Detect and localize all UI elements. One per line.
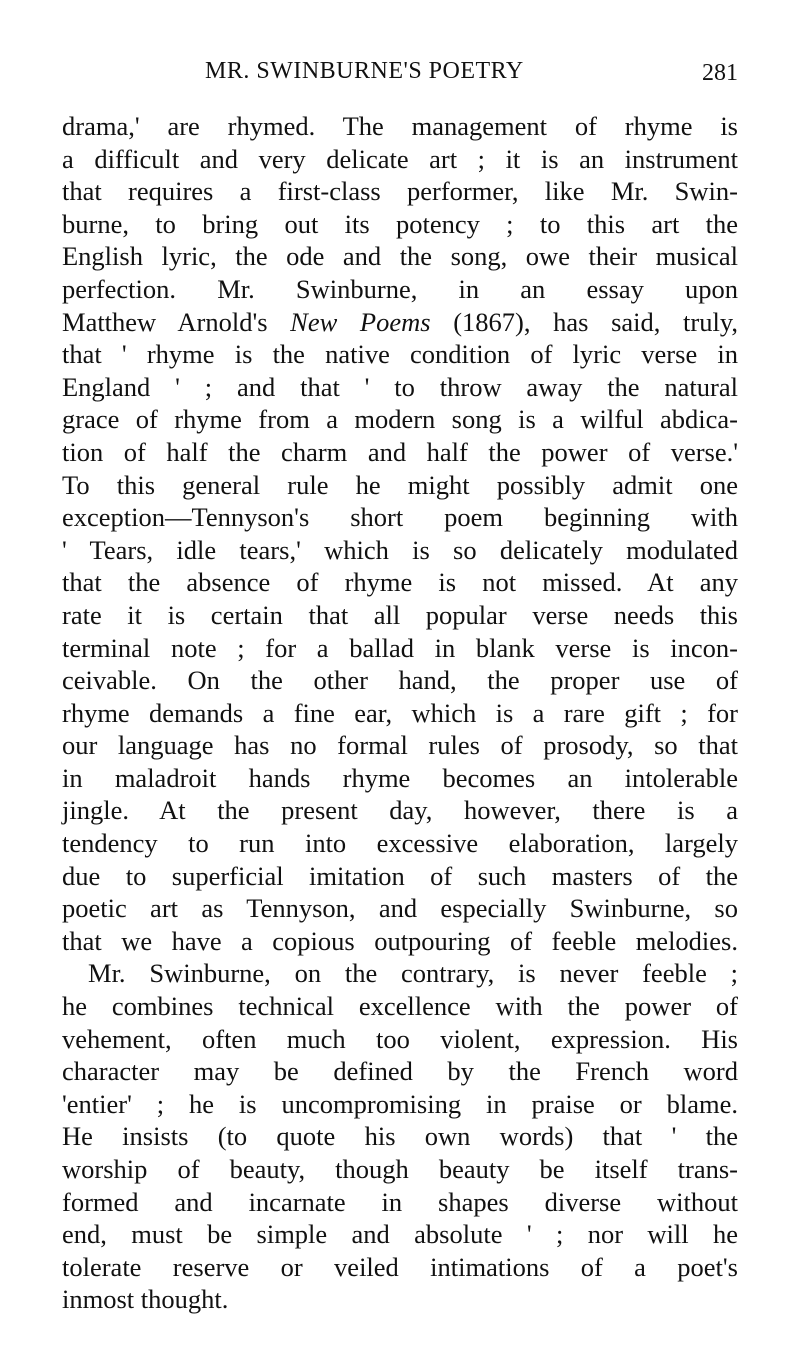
paragraph — [62, 957, 738, 1316]
text-line: To this general rule he might possibly admit one — [62, 469, 738, 500]
text-line: end, must be simple and absolute ' ; nor will he — [62, 1219, 738, 1250]
text-line: rhyme demands a fine ear, which is a rare gift ; for — [62, 697, 738, 728]
text-line: that requires a first-class performer, like Mr. Swin- — [62, 176, 738, 207]
text-line: England ' ; and that ' to throw away the natural — [62, 371, 738, 402]
text-line: perfection. Mr. Swinburne, in an essay upon — [62, 273, 738, 304]
text-line — [62, 306, 738, 339]
page-number: 281 — [702, 60, 738, 86]
text-line: he combines technical excellence with the power of — [62, 991, 738, 1022]
page-header — [62, 58, 738, 92]
text-line: that the absence of rhyme is not missed. At any — [62, 567, 738, 598]
text-line: ceivable. On the other hand, the proper use of — [62, 665, 738, 696]
text-line: rate it is certain that all popular verse needs this — [62, 599, 738, 630]
text-line: poetic art as Tennyson, and especially Swinburne, so — [62, 893, 738, 924]
text-segment: (1867), has said, truly, — [430, 306, 738, 337]
paragraph — [62, 110, 738, 957]
text-line: 'entier' ; he is uncompromising in praise or blame. — [62, 1088, 738, 1119]
text-line: our language has no formal rules of prosody, so that — [62, 730, 738, 761]
text-line: ' Tears, idle tears,' which is so delicately modulated — [62, 534, 738, 565]
text-line: a difficult and very delicate art ; it is an instrument — [62, 143, 738, 174]
text-line: jingle. At the present day, however, there is a — [62, 795, 738, 826]
running-title: MR. SWINBURNE'S POETRY — [205, 58, 524, 84]
text-line: worship of beauty, though beauty be itself trans- — [62, 1154, 738, 1184]
page-body — [62, 110, 738, 1316]
text-line: Mr. Swinburne, on the contrary, is never feeble ; — [88, 958, 738, 989]
text-line: that ' rhyme is the native condition of lyric verse in — [62, 339, 738, 370]
text-line: due to superficial imitation of such masters of the — [62, 860, 738, 891]
text-line: in maladroit hands rhyme becomes an intolerable — [62, 762, 738, 793]
text-line: formed and incarnate in shapes diverse without — [62, 1186, 738, 1217]
text-line: vehement, often much too violent, expression. His — [62, 1023, 738, 1054]
text-line: drama,' are rhymed. The management of rhyme is — [62, 111, 738, 141]
text-line: burne, to bring out its potency ; to this art the — [62, 208, 738, 239]
text-line: tion of half the charm and half the power of verse.' — [62, 436, 738, 467]
text-line: inmost thought. — [62, 1284, 229, 1315]
text-line: tolerate reserve or veiled intimations of a poet's — [62, 1251, 738, 1282]
text-line: tendency to run into excessive elaboration, largely — [62, 828, 738, 859]
book-title: New Poems — [290, 306, 431, 337]
text-line: He insists (to quote his own words) that ' the — [62, 1121, 738, 1152]
text-line: English lyric, the ode and the song, owe their musical — [62, 241, 738, 272]
text-line: exception—Tennyson's short poem beginning with — [62, 502, 738, 533]
text-line: terminal note ; for a ballad in blank verse is incon- — [62, 632, 738, 663]
text-line: grace of rhyme from a modern song is a wilful abdica- — [62, 404, 738, 435]
text-line: character may be defined by the French word — [62, 1056, 738, 1087]
text-segment: Matthew Arnold's — [62, 306, 291, 337]
text-line: that we have a copious outpouring of feeble melodies. — [62, 925, 738, 956]
